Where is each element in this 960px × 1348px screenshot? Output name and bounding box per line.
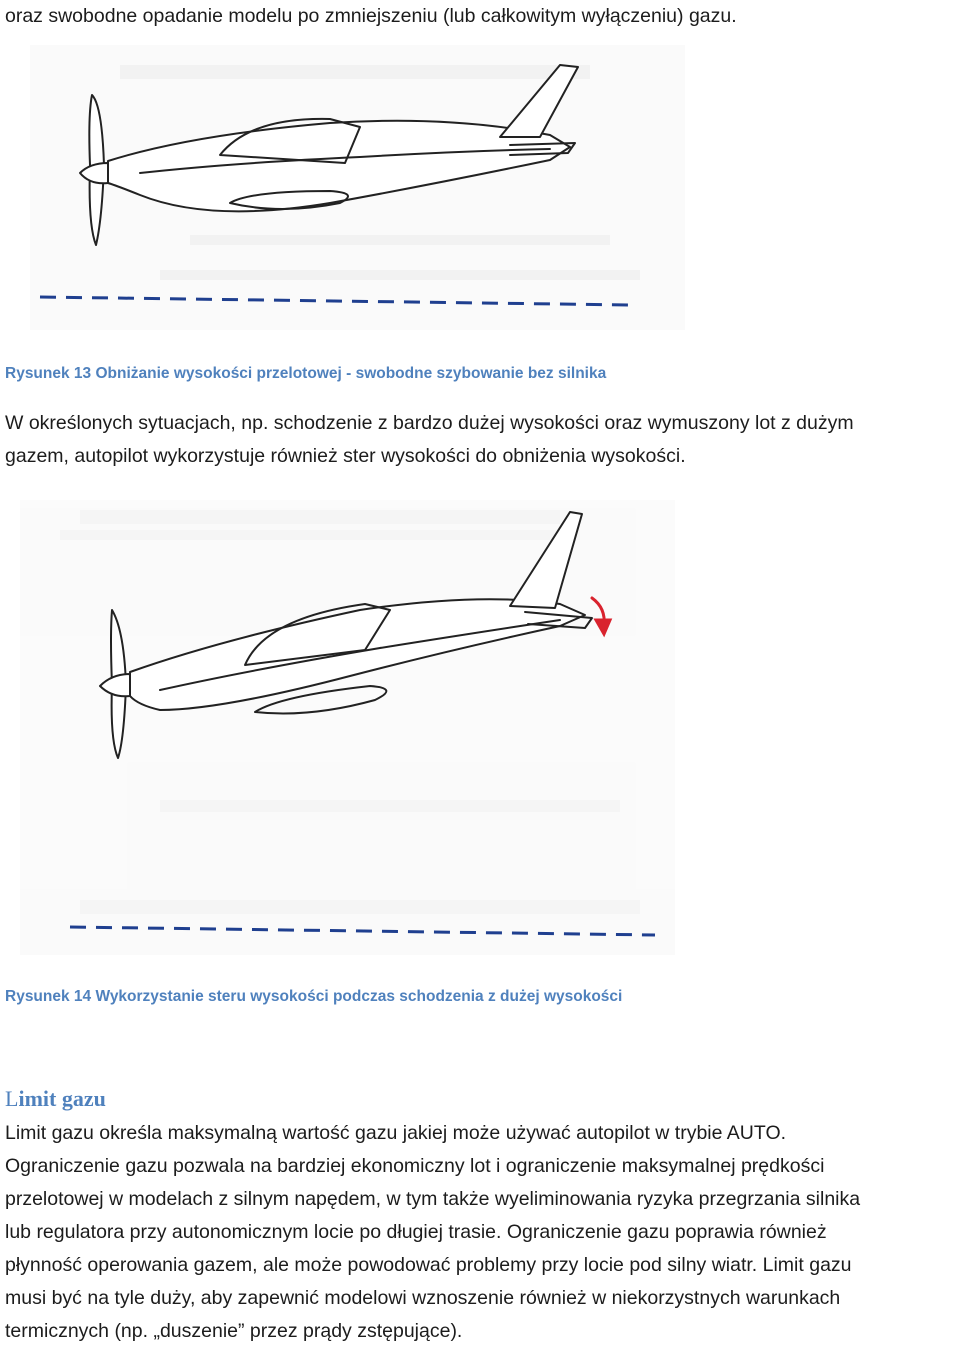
figure-13-image [30, 45, 690, 335]
throttle-limit-line-7: termicznych (np. „duszenie” przez prądy zstępujące). [5, 1320, 463, 1342]
throttle-limit-line-3: przelotowej w modelach z silnym napędem, w tym także wyeliminowania ryzyka przegrzania silnika [5, 1188, 861, 1210]
figure-13-caption: Rysunek 13 Obniżanie wysokości przelotowej - swobodne szybowanie bez silnika [5, 365, 607, 382]
figure-14-image [20, 500, 680, 960]
elevator-paragraph-line-1: W określonych sytuacjach, np. schodzenie z bardzo dużej wysokości oraz wymuszony lot z dużym [5, 412, 854, 434]
throttle-limit-line-5: płynność operowania gazem, ale może powodować problemy przy locie pod silny wiatr. Limit gazu [5, 1254, 852, 1276]
heading-initial: L [5, 1086, 19, 1111]
throttle-limit-line-2: Ograniczenie gazu pozwala na bardziej ekonomiczny lot i ograniczenie maksymalnej prędkości [5, 1155, 825, 1177]
heading-rest: imit gazu [18, 1086, 106, 1111]
figure-14-caption: Rysunek 14 Wykorzystanie steru wysokości podczas schodzenia z dużej wysokości [5, 988, 623, 1005]
throttle-limit-line-1: Limit gazu określa maksymalną wartość gazu jakiej może używać autopilot w trybie AUTO. [5, 1122, 787, 1144]
elevator-paragraph-line-2: gazem, autopilot wykorzystuje również ster wysokości do obniżenia wysokości. [5, 445, 686, 467]
intro-text: oraz swobodne opadanie modelu po zmniejszeniu (lub całkowitym wyłączeniu) gazu. [5, 5, 737, 27]
throttle-limit-line-4: lub regulatora przy autonomicznym locie po długiej trasie. Ograniczenie gazu poprawia również [5, 1221, 827, 1243]
throttle-limit-line-6: musi być na tyle duży, aby zapewnić modelowi wznoszenie również w niekorzystnych warunkach [5, 1287, 841, 1309]
section-heading [5, 1086, 106, 1112]
